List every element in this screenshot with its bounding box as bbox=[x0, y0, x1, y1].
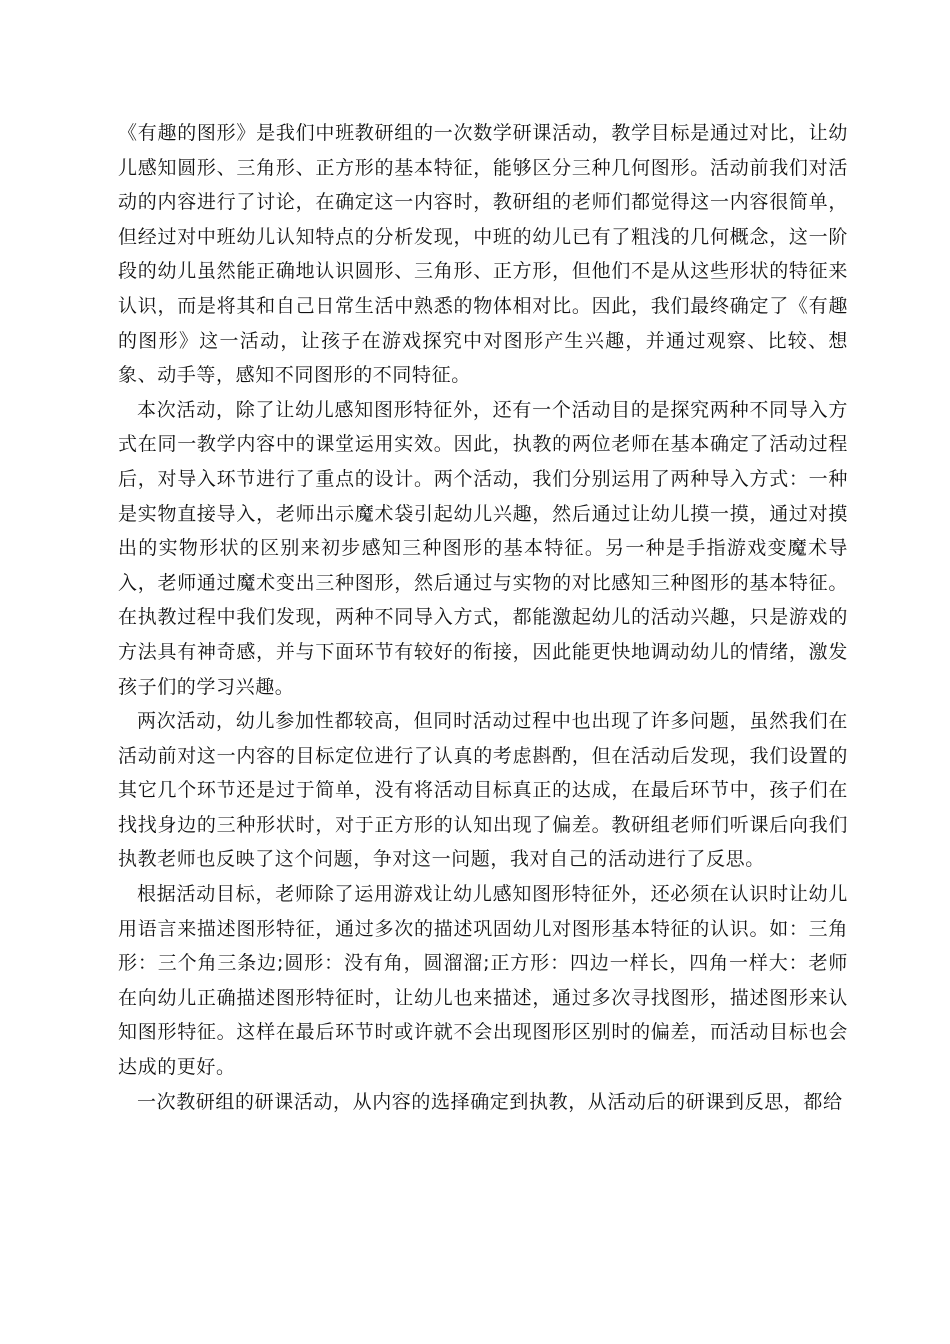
paragraph-intro: 《有趣的图形》是我们中班教研组的一次数学研课活动，教学目标是通过对比，让幼儿感知圆形、三角形、正方形的基本特征，能够区分三种几何图形。活动前我们对活动的内容进行了讨论，在确定这一内容时，教研组的老师们都觉得这一内容很简单，但经过对中班幼儿认知特点的分析发现，中班的幼儿已有了粗浅的几何概念，这一阶段的幼儿虽然能正确地认识圆形、三角形、正方形，但他们不是从这些形状的特征来认识，而是将其和自己日常生活中熟悉的物体相对比。因此，我们最终确定了《有趣的图形》这一活动，让孩子在游戏探究中对图形产生兴趣，并通过观察、比较、想象、动手等，感知不同图形的不同特征。 bbox=[118, 122, 848, 387]
paragraph-reflection: 根据活动目标，老师除了运用游戏让幼儿感知图形特征外，还必须在认识时让幼儿用语言来描述图形特征，通过多次的描述巩固幼儿对图形基本特征的认识。如：三角形：三个角三条边;圆形：没有角，圆溜溜;正方形：四边一样长，四角一样大：老师在向幼儿正确描述图形特征时，让幼儿也来描述，通过多次寻找图形，描述图形来认知图形特征。这样在最后环节时或许就不会出现图形区别时的偏差，而活动目标也会达成的更好。 bbox=[118, 883, 848, 1079]
paragraph-problems: 两次活动，幼儿参加性都较高，但同时活动过程中也出现了许多问题，虽然我们在活动前对这一内容的目标定位进行了认真的考虑斟酌，但在活动后发现，我们设置的其它几个环节还是过于简单，没有将活动目标真正的达成，在最后环节中，孩子们在找找身边的三种形状时，对于正方形的认知出现了偏差。教研组老师们听课后向我们执教老师也反映了这个问题，争对这一问题，我对自己的活动进行了反思。 bbox=[118, 710, 848, 871]
paragraph-conclusion: 一次教研组的研课活动，从内容的选择确定到执教，从活动后的研课到反思，都给 bbox=[137, 1090, 843, 1113]
document-page bbox=[118, 116, 848, 1119]
paragraph-lead-in-methods: 本次活动，除了让幼儿感知图形特征外，还有一个活动目的是探究两种不同导入方式在同一教学内容中的课堂运用实效。因此，执教的两位老师在基本确定了活动过程后，对导入环节进行了重点的设计。两个活动，我们分别运用了两种导入方式：一种是实物直接导入，老师出示魔术袋引起幼儿兴趣，然后通过让幼儿摸一摸，通过对摸出的实物形状的区别来初步感知三种图形的基本特征。另一种是手指游戏变魔术导入，老师通过魔术变出三种图形，然后通过与实物的对比感知三种图形的基本特征。在执教过程中我们发现，两种不同导入方式，都能激起幼儿的活动兴趣，只是游戏的方法具有神奇感，并与下面环节有较好的衔接，因此能更快地调动幼儿的情绪，激发孩子们的学习兴趣。 bbox=[118, 398, 848, 698]
